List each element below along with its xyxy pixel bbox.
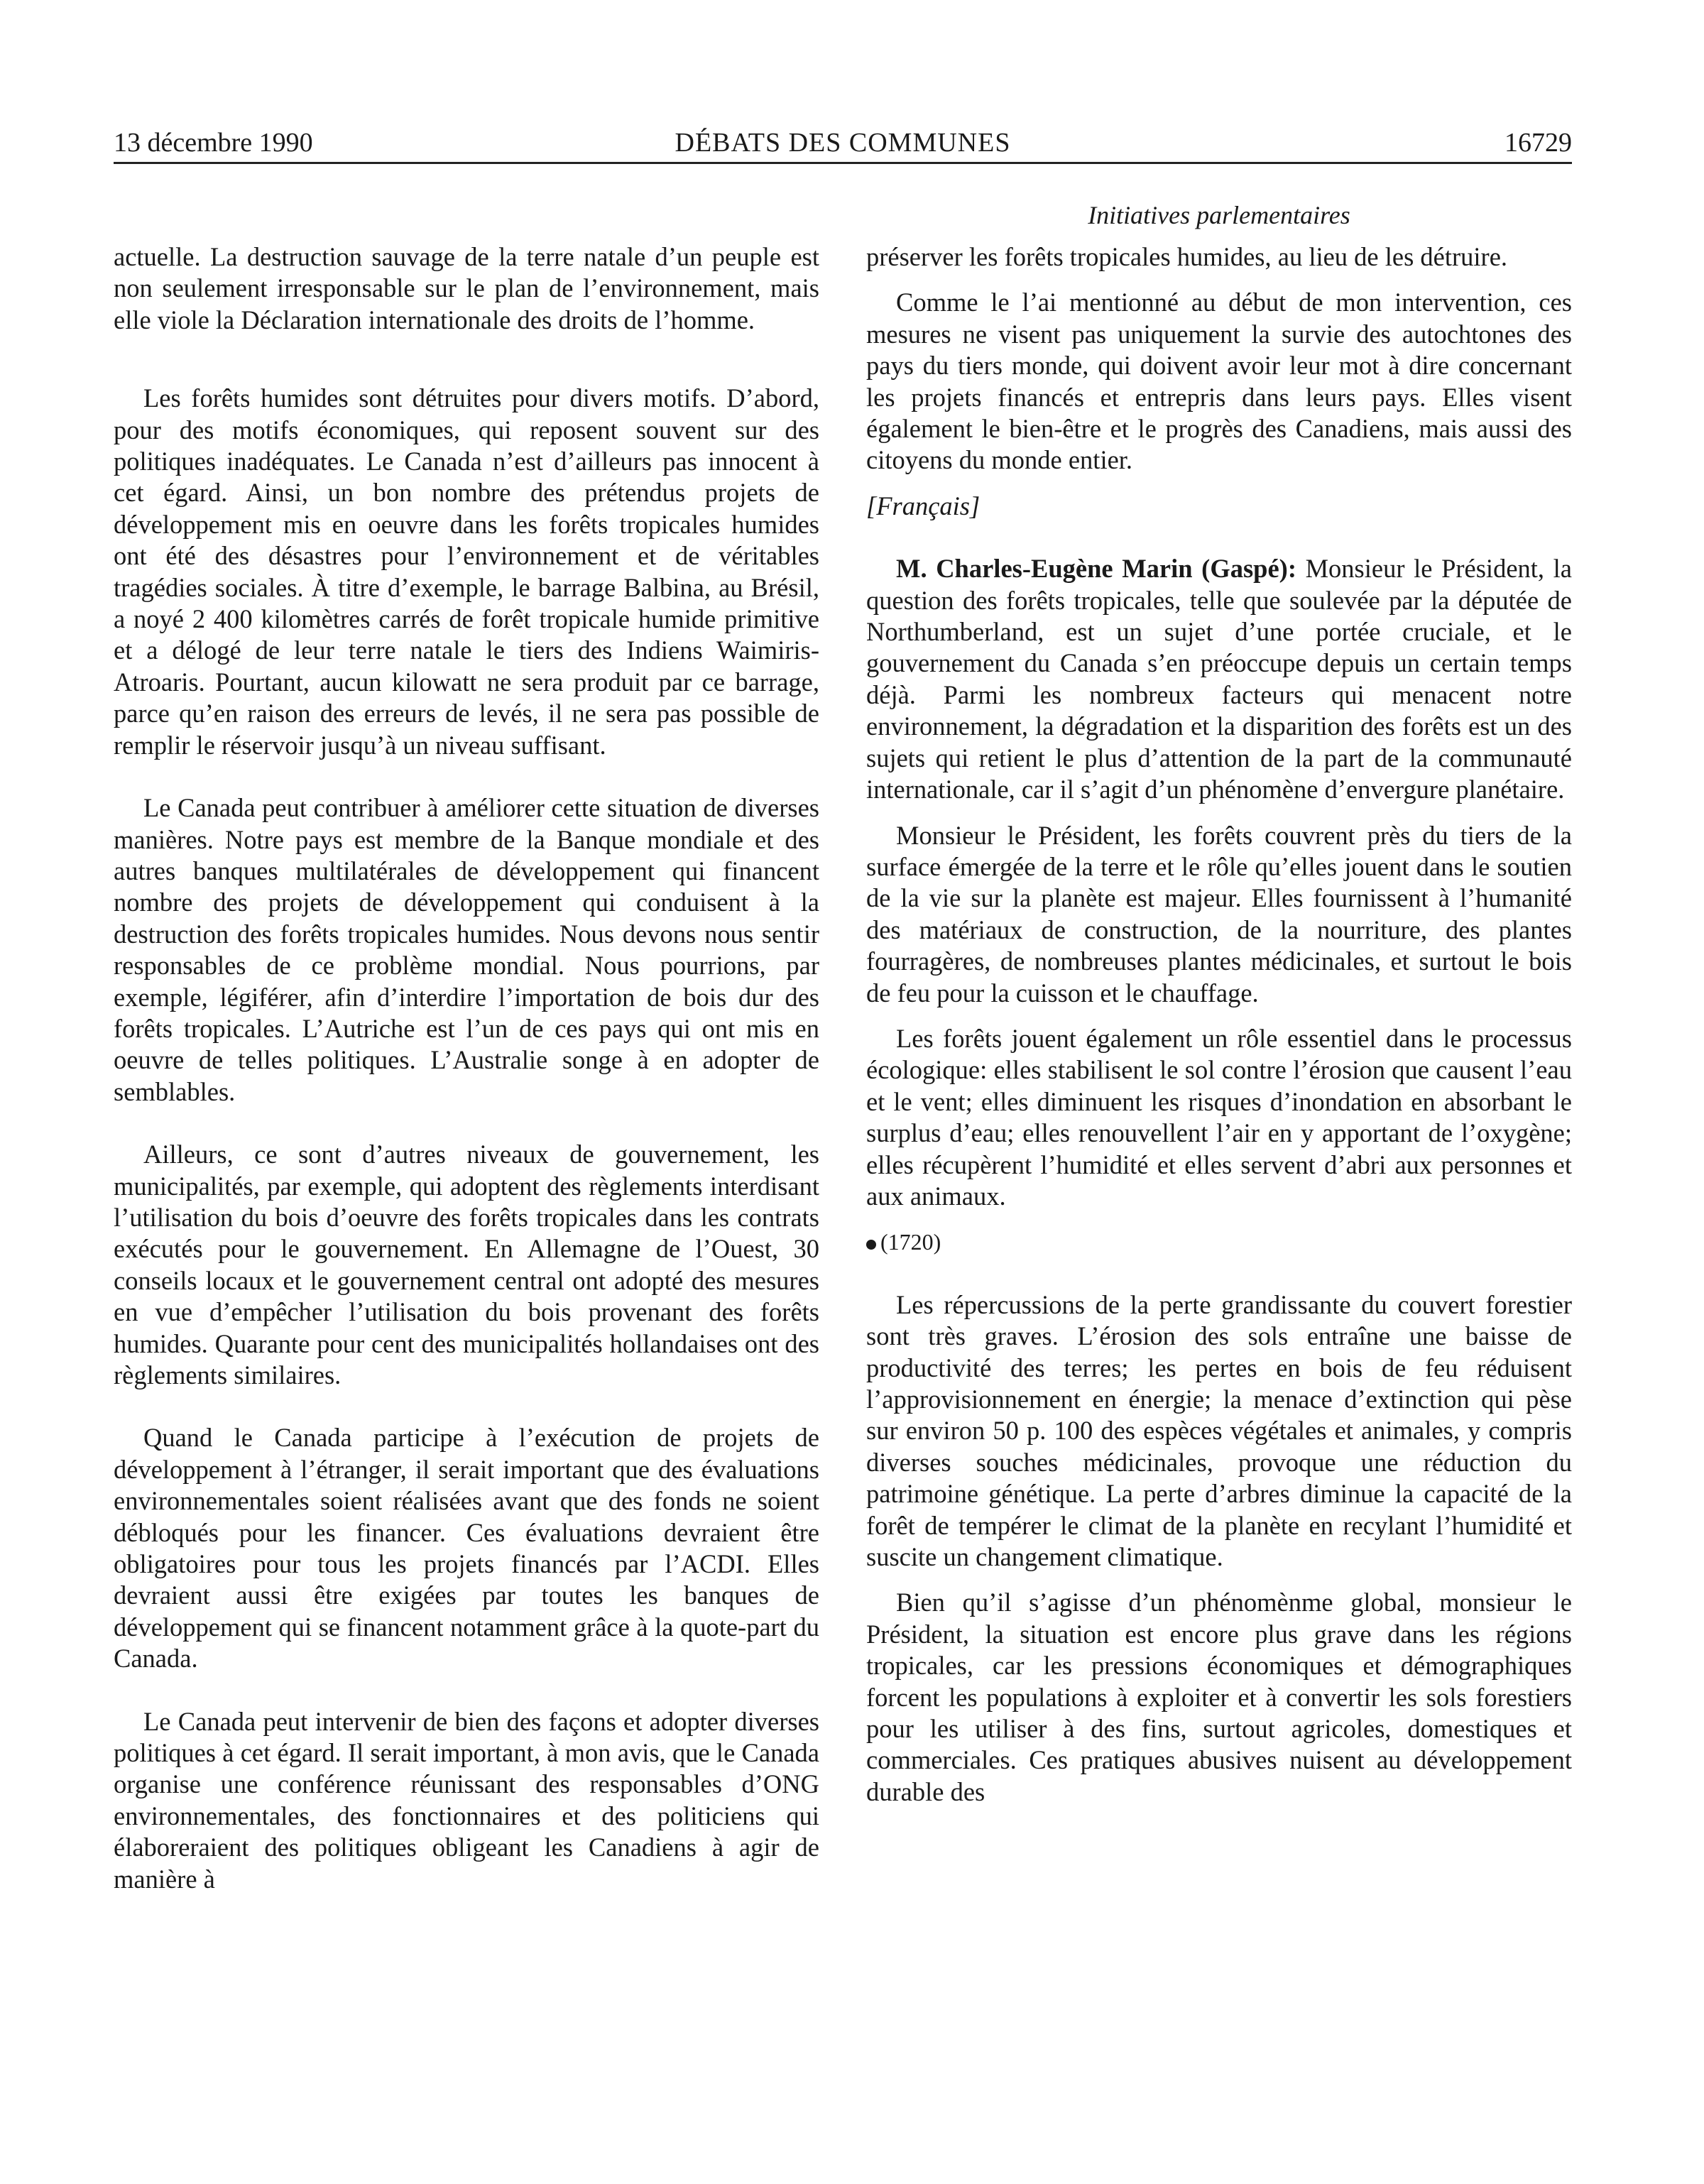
left-column (114, 241, 819, 1926)
left-paragraph-3: Le Canada peut contribuer à améliorer cette situation de diverses manières. Notre pays est membre de la Banque mondiale et des autres banques multilatérales de développement qui financent nombre des projets de développement qui conduisent à la destruction des forêts tropicales humides. Nous devons nous sentir responsables de ce problème mondial. Nous pourrions, par exemple, légiférer, afin d’interdire l’importation de bois dur des forêts tropicales. L’Autriche est l’un de ces pays qui ont mis en oeuvre de telles politiques. L’Australie songe à en adopter de semblables. (114, 793, 819, 1106)
language-tag: [Français] (866, 491, 981, 520)
bullet-icon (866, 1240, 876, 1250)
document-page (114, 121, 1572, 2144)
left-paragraph-6: Le Canada peut intervenir de bien des façons et adopter diverses politiques à cet égard. Il serait important, à mon avis, que le Canada organise une conférence réunissant des responsables d’ONG environnementales, des fonctionnaires et des politiciens qui élaboreraient des politiques obligeant les Canadiens à agir de manière à (114, 1706, 819, 1894)
header-rule (114, 162, 1572, 164)
right-column (866, 241, 1572, 1822)
left-paragraph-5: Quand le Canada participe à l’exécution de projets de développement à l’étranger, il serait important que des évaluations environnementales soient réalisées avant que des fonds ne soient débloqués pour les financer. Ces évaluations devraient être obligatoires pour tous les projets financés par l’ACDI. Elles devraient aussi être exigées par toutes les banques de développement qui se financent notamment grâce à la quote-part du Canada. (114, 1423, 819, 1674)
left-paragraph-4: Ailleurs, ce sont d’autres niveaux de gouvernement, les municipalités, par exemple, qui adoptent des règlements interdisant l’utilisation du bois d’oeuvre des forêts tropicales dans les contrats exécutés pour le gouvernement. En Allemagne de l’Ouest, 30 conseils locaux et le gouvernement central ont adopté des mesures en vue d’empêcher l’utilisation du bois provenant des forêts humides. Quarante pour cent des municipalités hollandaises ont des règlements similaires. (114, 1140, 819, 1389)
header-date: 13 décembre 1990 (114, 128, 313, 158)
right-paragraph-2: Comme le l’ai mentionné au début de mon intervention, ces mesures ne visent pas uniquement la survie des autochtones des pays du tiers monde, qui doivent avoir leur mot à dire concernant les projets financés et entrepris dans leurs pays. Elles visent également le bien-être et le progrès des Canadiens, mais aussi des citoyens du monde entier. (866, 288, 1572, 475)
header-title: DÉBATS DES COMMUNES (674, 128, 1011, 158)
right-paragraph-6: Les répercussions de la perte grandissante du couvert forestier sont très graves. L’érosion des sols entraîne une baisse de productivité des terres; les pertes en bois de feu réduisent l’approvisionnement en énergie; la menace d’extinction qui pèse sur environ 50 p. 100 des espèces végétales et animales, y compris diverses souches médicinales, provoque une réduction du patrimoine génétique. La perte d’arbres diminue la capacité de la forêt de tempérer le climat de la planète en recylant l’humidité et suscite un changement climatique. (866, 1289, 1572, 1572)
speaker-name: M. Charles-Eugène Marin (Gaspé): (896, 554, 1296, 584)
left-paragraph-1: actuelle. La destruction sauvage de la terre natale d’un peuple est non seulement irresponsable sur le plan de l’environnement, mais elle viole la Déclaration internationale des droits de l’homme. (114, 242, 819, 334)
page-header (114, 121, 1572, 165)
right-paragraph-7: Bien qu’il s’agisse d’un phénomènme global, monsieur le Président, la situation est encore plus grave dans les régions tropicales, car les pressions économiques et démographiques forcent les populations à exploiter et à convertir les sols forestiers pour les utiliser à des fins, surtout agricoles, domestiques et commerciales. Ces pratiques abusives nuisent au développement durable des (866, 1588, 1572, 1806)
right-paragraph-1: préserver les forêts tropicales humides, au lieu de les détruire. (866, 242, 1508, 271)
speech-text: Monsieur le Président, la question des forêts tropicales, telle que soulevée par la députée de Northumberland, est un sujet d’une portée cruciale, et le gouvernement du Canada s’en préoccupe depuis un certain temps déjà. Parmi les nombreux facteurs qui menacent notre environnement, la dégradation et la disparition des forêts est un des sujets qui retient le plus d’attention de la part de la communauté internationale, car il s’agit d’un phénomène d’envergure planétaire. (866, 554, 1572, 804)
header-page-number: 16729 (1504, 128, 1572, 158)
section-label: Initiatives parlementaires (1088, 201, 1350, 229)
right-paragraph-4: Monsieur le Président, les forêts couvrent près du tiers de la surface émergée de la terre et le rôle qu’elles jouent dans le soutien de la vie sur la planète est majeur. Elles fournissent à l’humanité des matériaux de construction, de la nourriture, des plantes fourragères, de nombreuses plantes médicinales, et surtout le bois de feu pour la cuisson et le chauffage. (866, 820, 1572, 1008)
left-paragraph-2: Les forêts humides sont détruites pour divers motifs. D’abord, pour des motifs économiques, qui reposent souvent sur des politiques inadéquates. Le Canada n’est d’ailleurs pas innocent à cet égard. Ainsi, un bon nombre des prétendus projets de développement mis en oeuvre dans les forêts tropicales humides ont été des désastres pour l’environnement et de véritables tragédies sociales. À titre d’exemple, le barrage Balbina, au Brésil, a noyé 2 400 kilomètres carrés de forêt tropicale humide primitive et a délogé de leur terre natale le tiers des Indiens Waimiris-Atroaris. Pourtant, aucun kilowatt ne sera produit par ce barrage, parce qu’en raison des erreurs de levés, il ne sera pas possible de remplir le réservoir jusqu’à un niveau suffisant. (114, 383, 819, 760)
right-paragraph-3 (866, 553, 1572, 805)
time-marker-text: (1720) (880, 1229, 941, 1255)
time-marker (866, 1226, 1572, 1257)
right-paragraph-5: Les forêts jouent également un rôle essentiel dans le processus écologique: elles stabilisent le sol contre l’érosion que causent l’eau et le vent; elles diminuent les risques d’inondation en absorbant le surplus d’eau; elles renouvellent l’air en y apportant de l’oxygène; elles récupèrent l’humidité et elles servent d’abri aux personnes et aux animaux. (866, 1023, 1572, 1211)
